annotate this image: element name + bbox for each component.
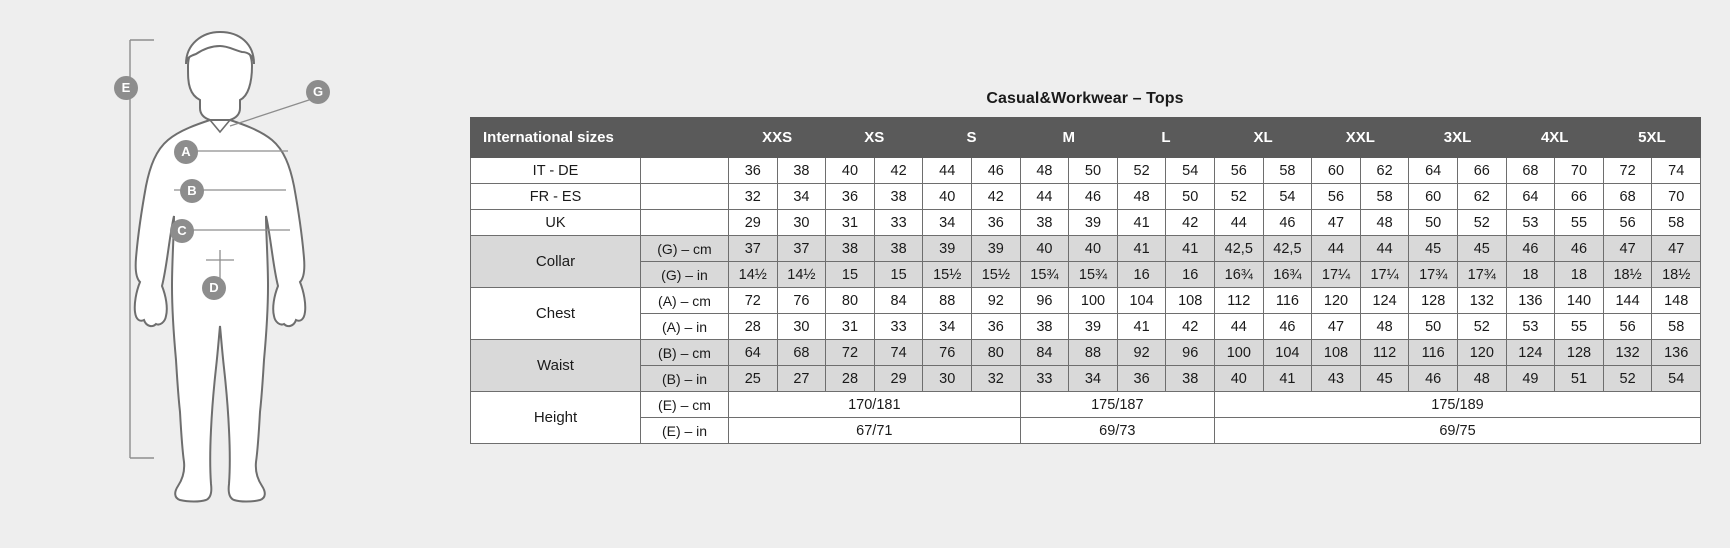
marker-A: A (174, 140, 198, 164)
cell-value: 39 (1069, 210, 1118, 236)
table-row (471, 158, 1701, 184)
cell-value: 132 (1457, 288, 1506, 314)
cell-value: 88 (923, 288, 972, 314)
table-row (471, 366, 1701, 392)
cell-value: 46 (1263, 314, 1312, 340)
cell-value: 15 (826, 262, 875, 288)
cell-value: 31 (826, 210, 875, 236)
cell-value: 92 (1117, 340, 1166, 366)
header-size-l: L (1117, 118, 1214, 158)
cell-value: 108 (1312, 340, 1361, 366)
cell-value: 18½ (1603, 262, 1652, 288)
row-unit (641, 158, 729, 184)
size-table (470, 117, 1701, 444)
cell-value-grouped: 69/73 (1020, 418, 1214, 444)
header-size-4xl: 4XL (1506, 118, 1603, 158)
cell-value: 40 (1215, 366, 1264, 392)
table-row (471, 236, 1701, 262)
table-row (471, 418, 1701, 444)
row-unit: (A) – in (641, 314, 729, 340)
cell-value: 34 (923, 314, 972, 340)
cell-value: 38 (874, 184, 923, 210)
cell-value: 64 (1409, 158, 1458, 184)
cell-value: 56 (1312, 184, 1361, 210)
header-size-xl: XL (1215, 118, 1312, 158)
cell-value: 44 (1215, 210, 1264, 236)
cell-value: 54 (1166, 158, 1215, 184)
cell-value: 72 (729, 288, 778, 314)
cell-value: 36 (826, 184, 875, 210)
cell-value: 48 (1020, 158, 1069, 184)
cell-value: 55 (1555, 314, 1604, 340)
cell-value: 46 (972, 158, 1021, 184)
cell-value: 18½ (1652, 262, 1701, 288)
cell-value: 64 (1506, 184, 1555, 210)
header-size-m: M (1020, 118, 1117, 158)
cell-value: 46 (1506, 236, 1555, 262)
cell-value: 42,5 (1215, 236, 1264, 262)
table-header-row (471, 118, 1701, 158)
cell-value: 16 (1117, 262, 1166, 288)
cell-value: 68 (777, 340, 826, 366)
cell-value: 41 (1117, 210, 1166, 236)
cell-value: 72 (1603, 158, 1652, 184)
cell-value: 100 (1069, 288, 1118, 314)
cell-value: 14½ (729, 262, 778, 288)
cell-value: 70 (1652, 184, 1701, 210)
cell-value: 46 (1263, 210, 1312, 236)
marker-E: E (114, 76, 138, 100)
cell-value: 116 (1409, 340, 1458, 366)
cell-value: 44 (1360, 236, 1409, 262)
header-size-5xl: 5XL (1603, 118, 1700, 158)
cell-value: 80 (826, 288, 875, 314)
table-row (471, 314, 1701, 340)
cell-value: 60 (1409, 184, 1458, 210)
cell-value-grouped: 69/75 (1215, 418, 1701, 444)
cell-value: 41 (1117, 236, 1166, 262)
cell-value: 39 (972, 236, 1021, 262)
cell-value: 42 (1166, 314, 1215, 340)
cell-value: 72 (826, 340, 875, 366)
cell-value: 46 (1069, 184, 1118, 210)
cell-value: 144 (1603, 288, 1652, 314)
cell-value: 136 (1652, 340, 1701, 366)
table-row (471, 340, 1701, 366)
table-row (471, 392, 1701, 418)
cell-value: 58 (1360, 184, 1409, 210)
marker-D: D (202, 276, 226, 300)
cell-value: 16 (1166, 262, 1215, 288)
cell-value: 84 (874, 288, 923, 314)
cell-value: 16¾ (1215, 262, 1264, 288)
cell-value: 128 (1409, 288, 1458, 314)
cell-value: 53 (1506, 314, 1555, 340)
cell-value: 50 (1409, 314, 1458, 340)
row-unit: (E) – cm (641, 392, 729, 418)
cell-value: 42 (972, 184, 1021, 210)
cell-value: 53 (1506, 210, 1555, 236)
cell-value: 33 (874, 210, 923, 236)
cell-value: 27 (777, 366, 826, 392)
row-unit: (B) – in (641, 366, 729, 392)
cell-value: 84 (1020, 340, 1069, 366)
row-label-itde: IT - DE (471, 158, 641, 184)
cell-value: 124 (1506, 340, 1555, 366)
row-label-fres: FR - ES (471, 184, 641, 210)
cell-value: 120 (1312, 288, 1361, 314)
cell-value: 34 (923, 210, 972, 236)
cell-value: 31 (826, 314, 875, 340)
cell-value: 34 (1069, 366, 1118, 392)
cell-value: 96 (1020, 288, 1069, 314)
cell-value: 15¾ (1020, 262, 1069, 288)
cell-value: 62 (1360, 158, 1409, 184)
cell-value: 15½ (972, 262, 1021, 288)
header-unit-column (641, 118, 729, 158)
cell-value: 47 (1312, 314, 1361, 340)
cell-value: 48 (1457, 366, 1506, 392)
row-unit: (E) – in (641, 418, 729, 444)
cell-value: 38 (1020, 314, 1069, 340)
cell-value: 47 (1652, 236, 1701, 262)
table-title: Casual&Workwear – Tops (986, 90, 1184, 107)
cell-value: 140 (1555, 288, 1604, 314)
cell-value: 37 (777, 236, 826, 262)
cell-value: 108 (1166, 288, 1215, 314)
cell-value: 88 (1069, 340, 1118, 366)
cell-value: 28 (729, 314, 778, 340)
cell-value: 38 (826, 236, 875, 262)
cell-value: 112 (1360, 340, 1409, 366)
header-size-s: S (923, 118, 1020, 158)
cell-value: 46 (1555, 236, 1604, 262)
row-label-waist: Waist (471, 340, 641, 392)
cell-value: 64 (729, 340, 778, 366)
cell-value: 38 (1020, 210, 1069, 236)
cell-value: 45 (1409, 236, 1458, 262)
cell-value: 48 (1360, 314, 1409, 340)
cell-value: 54 (1652, 366, 1701, 392)
cell-value: 29 (729, 210, 778, 236)
cell-value: 70 (1555, 158, 1604, 184)
cell-value: 42,5 (1263, 236, 1312, 262)
cell-value: 37 (729, 236, 778, 262)
cell-value: 36 (729, 158, 778, 184)
cell-value: 52 (1215, 184, 1264, 210)
cell-value: 62 (1457, 184, 1506, 210)
row-unit (641, 184, 729, 210)
cell-value: 52 (1457, 314, 1506, 340)
cell-value: 104 (1263, 340, 1312, 366)
cell-value: 74 (874, 340, 923, 366)
cell-value: 124 (1360, 288, 1409, 314)
cell-value: 38 (874, 236, 923, 262)
table-row (471, 288, 1701, 314)
header-size-xs: XS (826, 118, 923, 158)
table-row (471, 262, 1701, 288)
cell-value: 30 (777, 210, 826, 236)
cell-value: 16¾ (1263, 262, 1312, 288)
cell-value: 50 (1409, 210, 1458, 236)
cell-value: 45 (1457, 236, 1506, 262)
cell-value: 80 (972, 340, 1021, 366)
cell-value: 15 (874, 262, 923, 288)
cell-value: 30 (777, 314, 826, 340)
cell-value: 28 (826, 366, 875, 392)
cell-value: 41 (1117, 314, 1166, 340)
cell-value: 56 (1603, 314, 1652, 340)
row-unit: (G) – in (641, 262, 729, 288)
cell-value: 148 (1652, 288, 1701, 314)
cell-value: 14½ (777, 262, 826, 288)
cell-value: 49 (1506, 366, 1555, 392)
cell-value: 18 (1555, 262, 1604, 288)
cell-value: 47 (1603, 236, 1652, 262)
cell-value: 44 (1312, 236, 1361, 262)
cell-value: 48 (1360, 210, 1409, 236)
cell-value: 40 (1069, 236, 1118, 262)
cell-value: 43 (1312, 366, 1361, 392)
cell-value: 58 (1652, 314, 1701, 340)
cell-value: 40 (826, 158, 875, 184)
cell-value: 36 (972, 314, 1021, 340)
cell-value: 17¾ (1457, 262, 1506, 288)
cell-value: 68 (1603, 184, 1652, 210)
cell-value: 41 (1263, 366, 1312, 392)
header-size-3xl: 3XL (1409, 118, 1506, 158)
cell-value: 42 (1166, 210, 1215, 236)
cell-value-grouped: 175/187 (1020, 392, 1214, 418)
cell-value: 15½ (923, 262, 972, 288)
cell-value: 58 (1652, 210, 1701, 236)
cell-value: 128 (1555, 340, 1604, 366)
cell-value: 34 (777, 184, 826, 210)
cell-value: 17¼ (1360, 262, 1409, 288)
cell-value: 100 (1215, 340, 1264, 366)
cell-value: 132 (1603, 340, 1652, 366)
cell-value: 32 (729, 184, 778, 210)
cell-value: 38 (777, 158, 826, 184)
cell-value-grouped: 175/189 (1215, 392, 1701, 418)
cell-value: 32 (972, 366, 1021, 392)
marker-C: C (170, 219, 194, 243)
cell-value: 76 (923, 340, 972, 366)
cell-value: 30 (923, 366, 972, 392)
cell-value: 60 (1312, 158, 1361, 184)
cell-value: 47 (1312, 210, 1361, 236)
cell-value: 44 (923, 158, 972, 184)
cell-value: 44 (1020, 184, 1069, 210)
cell-value: 74 (1652, 158, 1701, 184)
row-unit: (B) – cm (641, 340, 729, 366)
table-row (471, 210, 1701, 236)
cell-value: 55 (1555, 210, 1604, 236)
row-unit (641, 210, 729, 236)
cell-value: 136 (1506, 288, 1555, 314)
cell-value: 18 (1506, 262, 1555, 288)
cell-value: 120 (1457, 340, 1506, 366)
row-label-chest: Chest (471, 288, 641, 340)
cell-value: 15¾ (1069, 262, 1118, 288)
cell-value: 54 (1263, 184, 1312, 210)
row-label-uk: UK (471, 210, 641, 236)
size-table-wrapper (470, 90, 1700, 444)
cell-value: 41 (1166, 236, 1215, 262)
cell-value: 25 (729, 366, 778, 392)
cell-value: 17¾ (1409, 262, 1458, 288)
cell-value: 45 (1360, 366, 1409, 392)
cell-value: 33 (874, 314, 923, 340)
cell-value: 68 (1506, 158, 1555, 184)
table-row (471, 184, 1701, 210)
marker-G: G (306, 80, 330, 104)
row-unit: (G) – cm (641, 236, 729, 262)
cell-value: 17¼ (1312, 262, 1361, 288)
cell-value: 38 (1166, 366, 1215, 392)
cell-value: 112 (1215, 288, 1264, 314)
cell-value: 39 (923, 236, 972, 262)
cell-value: 33 (1020, 366, 1069, 392)
row-unit: (A) – cm (641, 288, 729, 314)
cell-value: 29 (874, 366, 923, 392)
header-size-xxl: XXL (1312, 118, 1409, 158)
body-figure-illustration (110, 20, 420, 528)
marker-B: B (180, 179, 204, 203)
cell-value: 40 (923, 184, 972, 210)
cell-value: 51 (1555, 366, 1604, 392)
cell-value: 56 (1215, 158, 1264, 184)
cell-value: 44 (1215, 314, 1264, 340)
cell-value: 52 (1117, 158, 1166, 184)
cell-value: 36 (1117, 366, 1166, 392)
row-label-collar: Collar (471, 236, 641, 288)
cell-value: 50 (1166, 184, 1215, 210)
cell-value: 76 (777, 288, 826, 314)
cell-value: 66 (1457, 158, 1506, 184)
row-label-height: Height (471, 392, 641, 444)
cell-value: 96 (1166, 340, 1215, 366)
cell-value: 50 (1069, 158, 1118, 184)
cell-value: 52 (1457, 210, 1506, 236)
body-figure-panel (110, 20, 420, 528)
cell-value: 40 (1020, 236, 1069, 262)
cell-value: 56 (1603, 210, 1652, 236)
cell-value: 52 (1603, 366, 1652, 392)
cell-value: 39 (1069, 314, 1118, 340)
cell-value: 92 (972, 288, 1021, 314)
cell-value: 36 (972, 210, 1021, 236)
cell-value: 104 (1117, 288, 1166, 314)
header-international-sizes: International sizes (471, 118, 641, 158)
cell-value: 58 (1263, 158, 1312, 184)
cell-value-grouped: 170/181 (729, 392, 1021, 418)
cell-value: 48 (1117, 184, 1166, 210)
cell-value-grouped: 67/71 (729, 418, 1021, 444)
cell-value: 66 (1555, 184, 1604, 210)
cell-value: 42 (874, 158, 923, 184)
cell-value: 116 (1263, 288, 1312, 314)
header-size-xxs: XXS (729, 118, 826, 158)
cell-value: 46 (1409, 366, 1458, 392)
